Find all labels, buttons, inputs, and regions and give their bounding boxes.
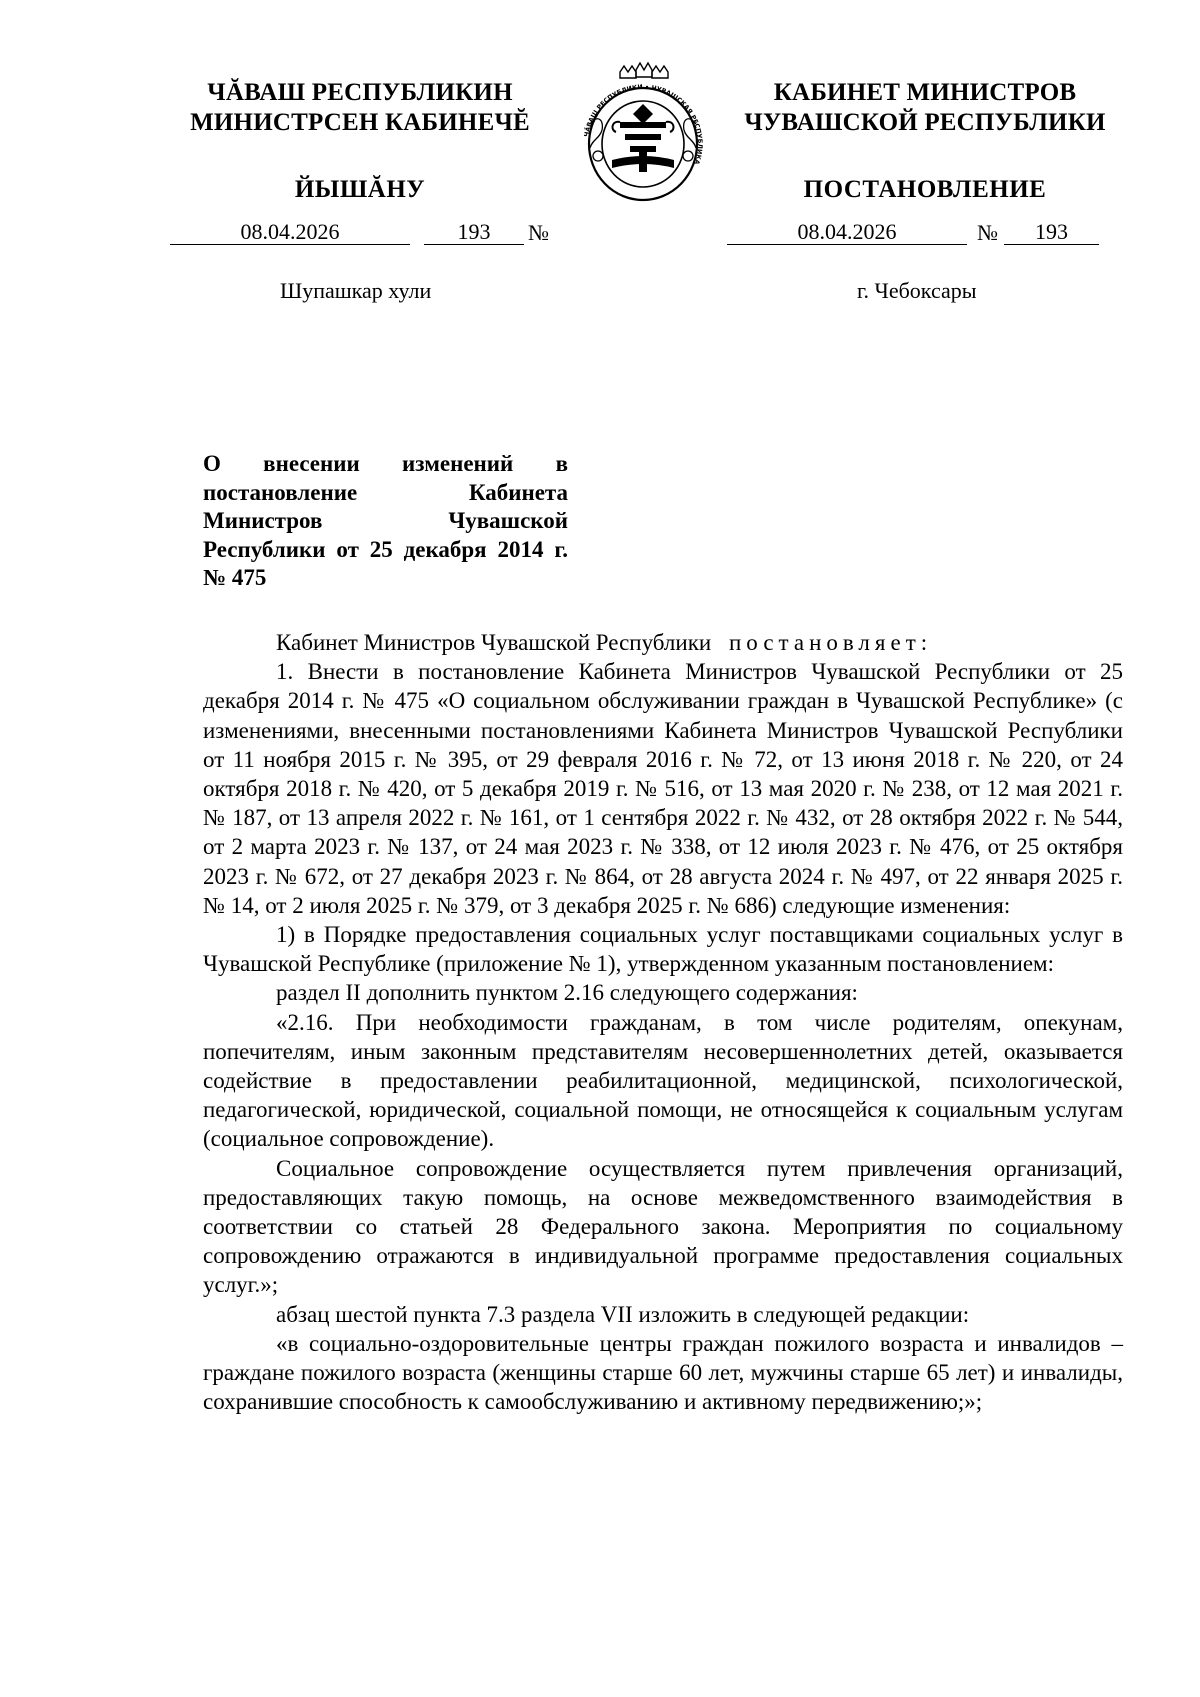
- paragraph-2: 1) в Порядке предоставления социальных услуг поставщиками социальных услуг в Чувашской Республике (приложение № 1), утвержденном указанным постановлением:: [203, 922, 1123, 977]
- paragraph-3: раздел II дополнить пунктом 2.16 следующего содержания:: [276, 980, 858, 1006]
- document-body: [203, 628, 1123, 1416]
- city-left: Шупашкар хули: [280, 278, 432, 303]
- doc-date-left: 08.04.2026: [170, 220, 410, 245]
- paragraph-1: 1. Внести в постановление Кабинета Министров Чувашской Республики от 25 декабря 2014 г. № 475 «О социальном обслуживании граждан в Чувашской Республике» (с изменениями, внесенными постановлениями Кабинета Министров Чувашской Республики от 11 ноября 2015 г. № 395, от 29 февраля 2016 г. № 72, от 13 июня 2018 г. № 220, от 24 октября 2018 г. № 420, от 5 декабря 2019 г. № 516, от 13 мая 2020 г. № 238, от 12 мая 2021 г. № 187, от 13 апреля 2022 г. № 161, от 1 сентября 2022 г. № 432, от 28 октября 2022 г. № 544, от 2 марта 2023 г. № 137, от 24 мая 2023 г. № 338, от 12 июля 2023 г. № 476, от 25 октября 2023 г. № 672, от 27 декабря 2023 г. № 864, от 28 августа 2024 г. № 497, от 22 января 2025 г. № 14, от 2 июля 2025 г. № 379, от 3 декабря 2025 г. № 686) следующие изменения:: [203, 659, 1123, 918]
- preamble: [203, 628, 1123, 657]
- paragraph-4: «2.16. При необходимости гражданам, в том числе родителям, опекунам, попечителям, иным законным представителям несовершеннолетних детей, оказывается содействие в предоставлении реабилитационной, медицинской, психологической, педагогической, юридической, социальной помощи, не относящейся к социальным услугам (социальное сопровождение).: [203, 1009, 1123, 1152]
- doc-number-right: 193: [1004, 220, 1099, 245]
- header-left-title-line2: МИНИСТРСЕН КАБИНЕЧĔ: [190, 109, 530, 136]
- header-left-title-line1: ЧĂВАШ РЕСПУБЛИКИН: [207, 79, 513, 106]
- city-right: г. Чебоксары: [857, 278, 977, 303]
- header-right-title-line2: ЧУВАШСКОЙ РЕСПУБЛИКИ: [744, 109, 1106, 136]
- header-right-russian: [715, 78, 1135, 204]
- document-subject: О внесении изменений в постановление Кабинета Министров Чувашской Республики от 25 декабря 2014 г. № 475: [203, 451, 568, 590]
- doc-number-left: 193: [424, 220, 524, 245]
- coat-of-arms-icon: [568, 58, 718, 208]
- number-sign-left: №: [528, 220, 549, 245]
- preamble-start: Кабинет Министров Чувашской Республики: [276, 630, 712, 655]
- emblem-ring-text: ЧĂВАШ РЕСПУБЛИКИ • ЧУВАШСКАЯ РЕСПУБЛИКА: [583, 83, 704, 166]
- header-right-title-line1: КАБИНЕТ МИНИСТРОВ: [773, 79, 1077, 106]
- doc-number-row-right: [727, 220, 1099, 245]
- doc-date-right: 08.04.2026: [727, 220, 967, 245]
- header-left-doc-type: ЙЫШĂНУ: [294, 176, 426, 203]
- paragraph-7: «в социально-оздоровительные центры граждан пожилого возраста и инвалидов – граждане пожилого возраста (женщины старше 60 лет, мужчины старше 65 лет) и инвалиды, сохранившие способность к самообслуживанию и активному передвижению;»;: [203, 1330, 1123, 1415]
- number-sign-right: №: [977, 220, 998, 245]
- doc-number-row-left: [170, 220, 553, 245]
- preamble-decree: постановляет:: [728, 630, 933, 655]
- header-right-doc-type: ПОСТАНОВЛЕНИЕ: [803, 176, 1047, 203]
- header-left-chuvash: [160, 78, 560, 204]
- paragraph-5: Социальное сопровождение осуществляется путем привлечения организаций, предоставляющих такую помощь, на основе межведомственного взаимодействия в соответствии со статьей 28 Федерального закона. Мероприятия по социальному сопровождению отражаются в индивидуальной программе предоставления социальных услуг.»;: [203, 1155, 1123, 1298]
- paragraph-6: абзац шестой пункта 7.3 раздела VII изложить в следующей редакции:: [276, 1301, 970, 1327]
